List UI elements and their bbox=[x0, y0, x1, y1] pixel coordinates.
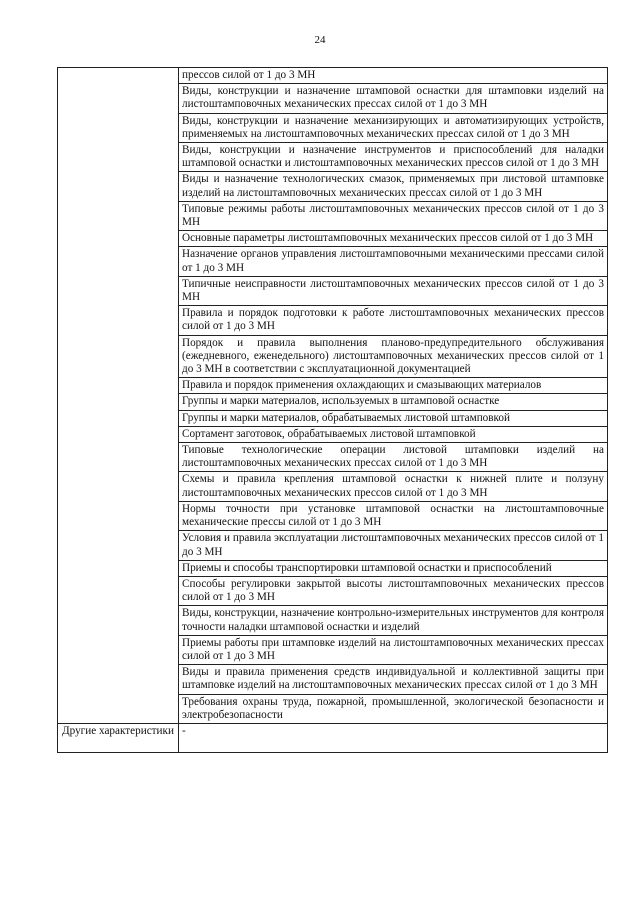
knowledge-item: Виды, конструкции, назначение контрольно-измерительных инструментов для контроля точности наладки штамповой оснастки и изделий bbox=[179, 606, 608, 635]
knowledge-item: Типовые технологические операции листовой штамповки изделий на листоштамповочных механических прессах силой от 1 до 3 МН bbox=[179, 443, 608, 472]
knowledge-item: Группы и марки материалов, используемых в штамповой оснастке bbox=[179, 394, 608, 410]
knowledge-item: Типовые режимы работы листоштамповочных механических прессов силой от 1 до 3 МН bbox=[179, 201, 608, 230]
section-label-cell bbox=[58, 68, 179, 724]
knowledge-item: прессов силой от 1 до 3 МН bbox=[179, 68, 608, 84]
knowledge-item: Приемы и способы транспортировки штамповой оснастки и приспособлений bbox=[179, 560, 608, 576]
other-characteristics-label: Другие характеристики bbox=[58, 723, 179, 752]
knowledge-item: Группы и марки материалов, обрабатываемых листовой штамповкой bbox=[179, 410, 608, 426]
requirements-table-body bbox=[58, 68, 608, 753]
knowledge-item: Виды, конструкции и назначение штамповой оснастки для штамповки изделий на листоштамповочных механических прессах силой от 1 до 3 МН bbox=[179, 84, 608, 113]
knowledge-item: Порядок и правила выполнения планово-предупредительного обслуживания (ежедневного, еженедельного) листоштамповочных механических прессов силой от 1 до 3 МН в соответствии с эксплуатационной документацией bbox=[179, 335, 608, 378]
table-row-other bbox=[58, 723, 608, 752]
knowledge-item: Виды, конструкции и назначение механизирующих и автоматизирующих устройств, применяемых на листоштамповочных механических прессах силой от 1 до 3 МН bbox=[179, 113, 608, 142]
knowledge-item: Схемы и правила крепления штамповой оснастки к нижней плите и ползуну листоштамповочных механических прессов силой от 1 до 3 МН bbox=[179, 472, 608, 501]
table-row bbox=[58, 68, 608, 84]
other-characteristics-value: - bbox=[179, 723, 608, 752]
knowledge-item: Требования охраны труда, пожарной, промышленной, экологической безопасности и электробезопасности bbox=[179, 694, 608, 723]
knowledge-item: Способы регулировки закрытой высоты листоштамповочных механических прессов силой от 1 до 3 МН bbox=[179, 576, 608, 605]
knowledge-item: Сортамент заготовок, обрабатываемых листовой штамповкой bbox=[179, 426, 608, 442]
knowledge-item: Основные параметры листоштамповочных механических прессов силой от 1 до 3 МН bbox=[179, 231, 608, 247]
knowledge-item: Нормы точности при установке штамповой оснастки на листоштамповочные механические прессы силой от 1 до 3 МН bbox=[179, 501, 608, 530]
page-number: 24 bbox=[314, 34, 326, 46]
requirements-table bbox=[57, 67, 608, 753]
knowledge-item: Приемы работы при штамповке изделий на листоштамповочных механических прессах силой от 1 до 3 МН bbox=[179, 635, 608, 664]
knowledge-item: Назначение органов управления листоштамповочными механическими прессами силой от 1 до 3 МН bbox=[179, 247, 608, 276]
knowledge-item: Правила и порядок подготовки к работе листоштамповочных механических прессов силой от 1 до 3 МН bbox=[179, 306, 608, 335]
knowledge-item: Типичные неисправности листоштамповочных механических прессов силой от 1 до 3 МН bbox=[179, 276, 608, 305]
knowledge-item: Виды и правила применения средств индивидуальной и коллективной защиты при штамповке изделий на листоштамповочных механических прессах силой от 1 до 3 МН bbox=[179, 665, 608, 694]
knowledge-item: Виды и назначение технологических смазок, применяемых при листовой штамповке изделий на листоштамповочных механических прессах силой от 1 до 3 МН bbox=[179, 172, 608, 201]
knowledge-item: Виды, конструкции и назначение инструментов и приспособлений для наладки штамповой оснастки и листоштамповочных механических прессов силой от 1 до 3 МН bbox=[179, 143, 608, 172]
knowledge-item: Правила и порядок применения охлаждающих и смазывающих материалов bbox=[179, 378, 608, 394]
knowledge-item: Условия и правила эксплуатации листоштамповочных механических прессов силой от 1 до 3 МН bbox=[179, 531, 608, 560]
